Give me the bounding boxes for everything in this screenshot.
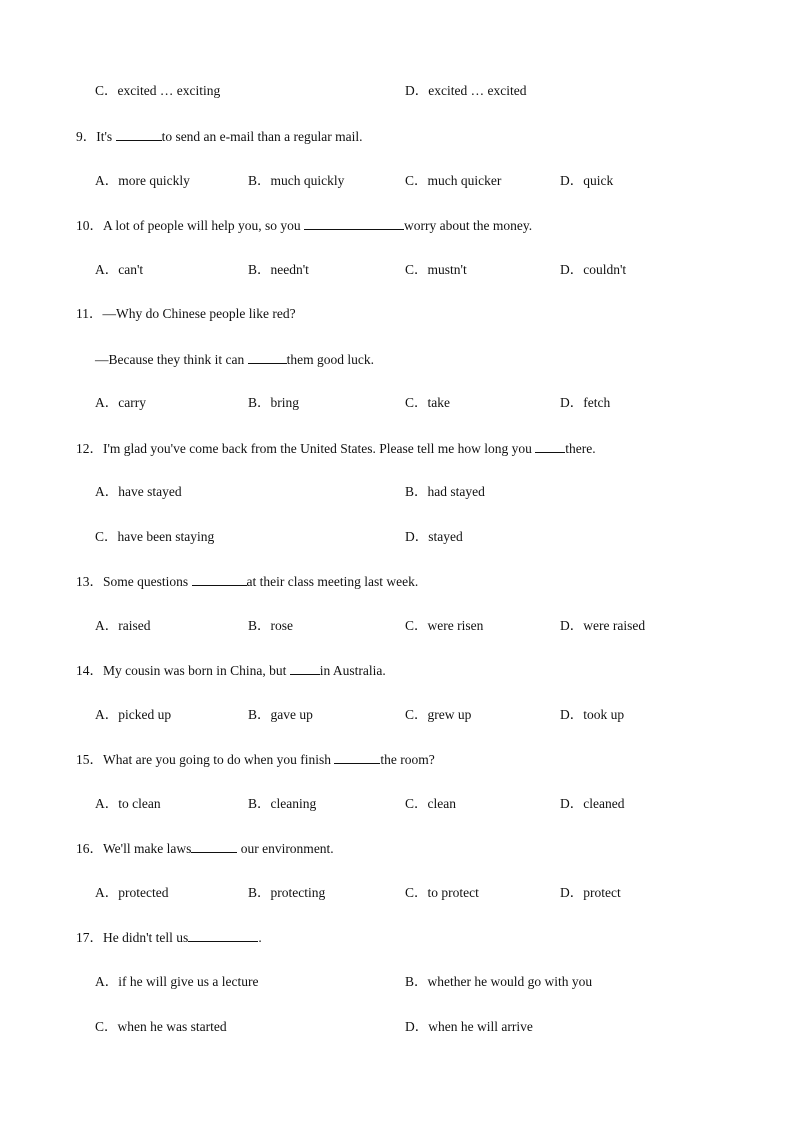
q15-option-a: A．to clean — [95, 796, 161, 811]
q13-option-b: B．rose — [248, 618, 293, 633]
q15-blank — [334, 751, 380, 764]
q11-text-before: —Because they think it can — [95, 352, 248, 367]
q9-option-d: D．quick — [560, 173, 614, 188]
q13-text-before: 13．Some questions — [76, 574, 192, 589]
q17-text-after: . — [258, 930, 262, 945]
q9-option-c: C．much quicker — [405, 173, 502, 188]
q9-blank — [116, 128, 162, 141]
q11-question-line: 11．—Why do Chinese people like red? — [76, 306, 296, 321]
q17-option-a: A．if he will give us a lecture — [95, 974, 259, 989]
q16-text-after: our environment. — [237, 841, 334, 856]
q17-option-b: B．whether he would go with you — [405, 974, 593, 989]
q13-option-a: A．raised — [95, 618, 151, 633]
q11-option-d: D．fetch — [560, 395, 611, 410]
q15-text-before: 15．What are you going to do when you finish — [76, 752, 335, 767]
q11-text-after: them good luck. — [286, 352, 374, 367]
q14-option-c: C．grew up — [405, 707, 472, 722]
q17-option-d: D．when he will arrive — [405, 1019, 533, 1034]
q12-blank — [535, 440, 565, 453]
q10-stem — [76, 217, 532, 234]
q11-option-c: C．take — [405, 395, 450, 410]
q14-blank — [290, 662, 320, 675]
q11-blank — [248, 351, 287, 364]
q17-blank — [188, 929, 258, 942]
q13-text-after: at their class meeting last week. — [246, 574, 419, 589]
q8-option-d: D．excited … excited — [405, 83, 527, 98]
q15-option-d: D．cleaned — [560, 796, 625, 811]
q16-blank — [191, 840, 237, 853]
q9-stem — [76, 128, 363, 145]
q8-option-c: C．excited … exciting — [95, 83, 221, 98]
q16-option-d: D．protect — [560, 885, 621, 900]
q11-option-a: A．carry — [95, 395, 146, 410]
q16-text-before: 16．We'll make laws — [76, 841, 192, 856]
q12-option-b: B．had stayed — [405, 484, 485, 499]
q16-stem — [76, 840, 334, 857]
q12-option-a: A．have stayed — [95, 484, 182, 499]
q14-option-b: B．gave up — [248, 707, 313, 722]
q13-stem — [76, 573, 418, 590]
q16-option-a: A．protected — [95, 885, 169, 900]
q13-blank — [192, 573, 247, 586]
q9-text-after: to send an e-mail than a regular mail. — [161, 129, 363, 144]
q9-option-b: B．much quickly — [248, 173, 345, 188]
q10-blank — [304, 217, 404, 230]
q14-stem — [76, 662, 386, 679]
q17-text-before: 17．He didn't tell us — [76, 930, 189, 945]
q12-stem — [76, 440, 596, 457]
q13-option-d: D．were raised — [560, 618, 646, 633]
q10-option-b: B．needn't — [248, 262, 309, 277]
q14-option-a: A．picked up — [95, 707, 172, 722]
q16-option-b: B．protecting — [248, 885, 326, 900]
q9-option-a: A．more quickly — [95, 173, 190, 188]
q17-stem — [76, 929, 262, 946]
q15-option-b: B．cleaning — [248, 796, 317, 811]
q12-option-c: C．have been staying — [95, 529, 215, 544]
q10-text-before: 10．A lot of people will help you, so you — [76, 218, 304, 233]
q15-text-after: the room? — [380, 752, 435, 767]
q10-option-a: A．can't — [95, 262, 144, 277]
q16-option-c: C．to protect — [405, 885, 479, 900]
q14-text-before: 14．My cousin was born in China, but — [76, 663, 290, 678]
q14-text-after: in Australia. — [319, 663, 386, 678]
q11-stem — [95, 351, 374, 368]
q12-option-d: D．stayed — [405, 529, 463, 544]
q10-text-after: worry about the money. — [403, 218, 533, 233]
q11-option-b: B．bring — [248, 395, 300, 410]
q15-stem — [76, 751, 435, 768]
q10-option-d: D．couldn't — [560, 262, 627, 277]
q17-option-c: C．when he was started — [95, 1019, 227, 1034]
q12-text-before: 12．I'm glad you've come back from the United States. Please tell me how long you — [76, 441, 536, 456]
q10-option-c: C．mustn't — [405, 262, 467, 277]
q13-option-c: C．were risen — [405, 618, 484, 633]
q9-text-before: 9．It's — [76, 129, 116, 144]
q15-option-c: C．clean — [405, 796, 456, 811]
q14-option-d: D．took up — [560, 707, 625, 722]
q12-text-after: there. — [565, 441, 596, 456]
